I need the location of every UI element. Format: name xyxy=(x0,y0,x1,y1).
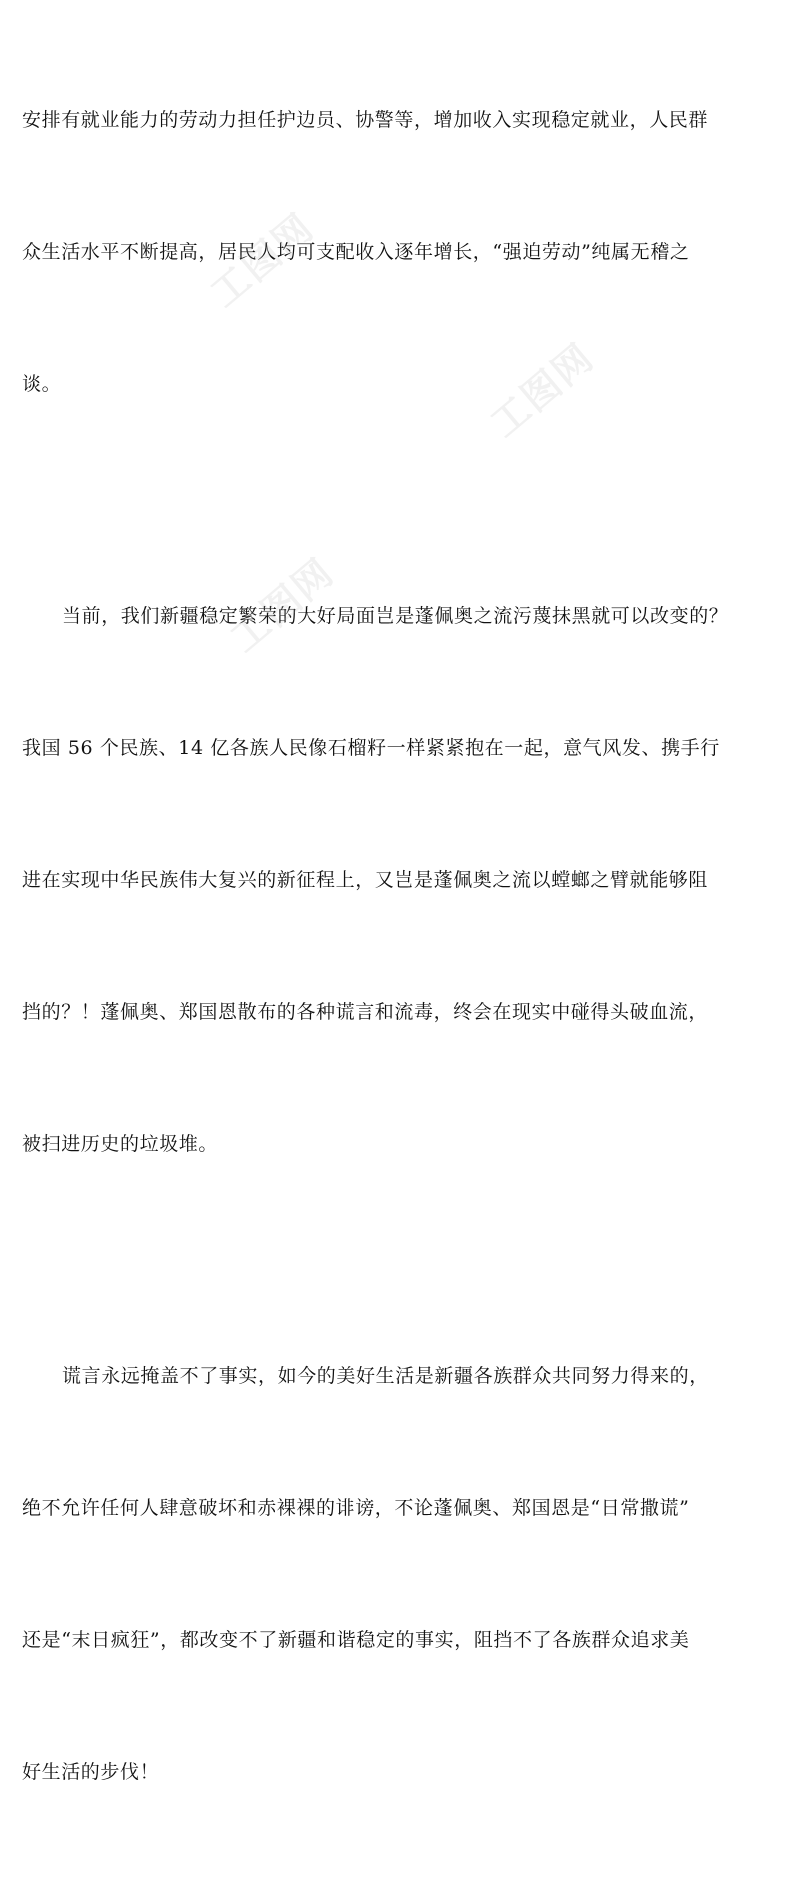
paragraph-1 xyxy=(22,10,782,494)
text-line: 当前，我们新疆稳定繁荣的大好局面岂是蓬佩奥之流污蔑抹黑就可以改变的？ xyxy=(62,605,729,627)
text-line: 还是“末日疯狂”，都改变不了新疆和谐稳定的事实，阻挡不了各族群众追求美 xyxy=(22,1629,690,1651)
text-line: 进在实现中华民族伟大复兴的新征程上，又岂是蓬佩奥之流以螳螂之臂就能够阻 xyxy=(22,869,709,891)
text-line: 谈。 xyxy=(22,373,62,395)
text-line: 众生活水平不断提高，居民人均可支配收入逐年增长，“强迫劳动”纯属无稽之 xyxy=(22,241,690,263)
text-line: 被扫进历史的垃圾堆。 xyxy=(22,1133,219,1155)
text-line: 挡的？！蓬佩奥、郑国恩散布的各种谎言和流毒，终会在现实中碰得头破血流， xyxy=(22,1001,709,1023)
text-line: 谎言永远掩盖不了事实，如今的美好生活是新疆各族群众共同努力得来的， xyxy=(62,1365,709,1387)
watermark: 工图网 xyxy=(222,549,343,661)
paragraph-3 xyxy=(22,1266,782,1882)
text-line: 我国 56 个民族、14 亿各族人民像石榴籽一样紧紧抱在一起，意气风发、携手行 xyxy=(22,737,720,759)
watermark: 工图网 xyxy=(482,334,603,446)
text-line: 好生活的步伐！ xyxy=(22,1761,160,1783)
text-line: 绝不允许任何人肆意破坏和赤裸裸的诽谤，不论蓬佩奥、郑国恩是“日常撒谎” xyxy=(22,1497,690,1519)
watermark: 工图网 xyxy=(202,204,323,316)
article-body xyxy=(22,10,782,1894)
text-line: 安排有就业能力的劳动力担任护边员、协警等，增加收入实现稳定就业，人民群 xyxy=(22,109,709,131)
paragraph-2 xyxy=(22,506,782,1254)
